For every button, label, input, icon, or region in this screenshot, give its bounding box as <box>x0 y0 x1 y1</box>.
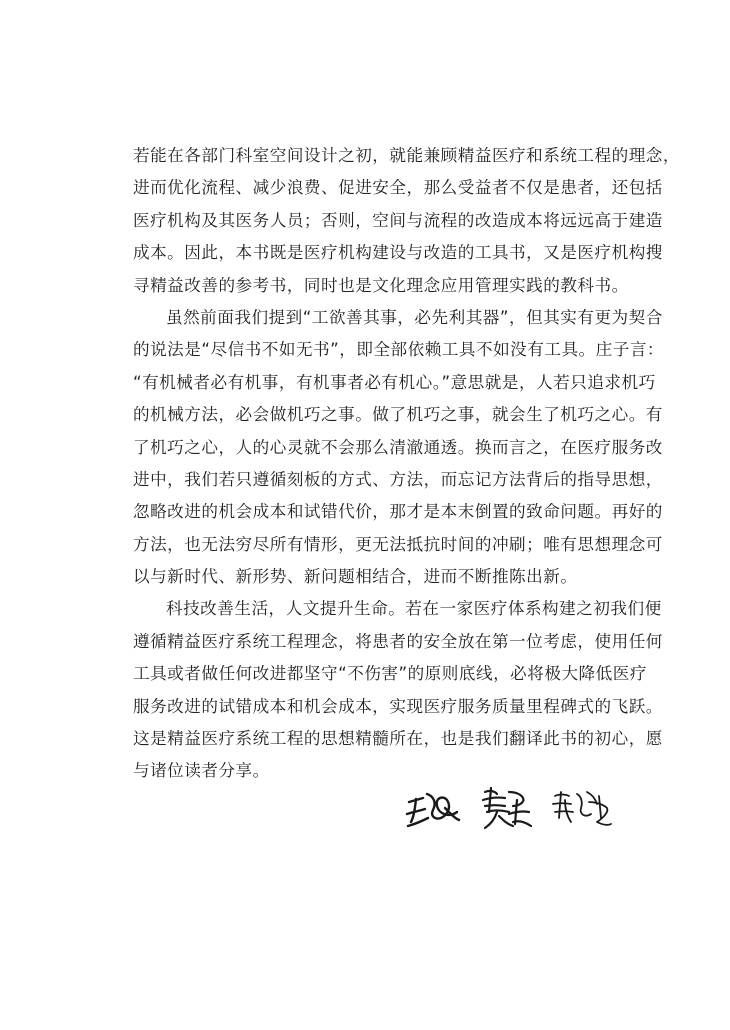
text-line: “有机械者必有机事，有机事者必有机心。”意思就是，人若只追求机巧 <box>133 372 656 392</box>
text-line: 这是精益医疗系统工程的思想精髓所在，也是我们翻译此书的初心，愿 <box>133 729 663 749</box>
text-line: 的说法是“尽信书不如无书”，即全部依赖工具不如没有工具。庄子言： <box>133 340 665 360</box>
text-line: 成本。因此，本书既是医疗机构建设与改造的工具书，又是医疗机构搜 <box>133 243 663 263</box>
text-line: 服务改进的试错成本和机会成本，实现医疗服务质量里程碑式的飞跃。 <box>133 696 663 716</box>
text-line: 与诸位读者分享。 <box>133 761 270 781</box>
text-line: 进中，我们若只遵循刻板的方式、方法，而忘记方法背后的指导思想， <box>133 469 663 489</box>
signature-1 <box>407 794 459 826</box>
text-line: 进而优化流程、减少浪费、促进安全，那么受益者不仅是患者，还包括 <box>133 178 663 198</box>
signature-2 <box>483 788 531 828</box>
text-line: 科技改善生活，人文提升生命。若在一家医疗体系构建之初我们便 <box>166 599 662 619</box>
text-line: 寻精益改善的参考书，同时也是文化理念应用管理实践的教科书。 <box>133 275 629 295</box>
text-line: 方法，也无法穷尽所有情形，更无法抵抗时间的冲刷；唯有思想理念可 <box>133 534 663 554</box>
text-line: 的机械方法，必会做机巧之事。做了机巧之事，就会生了机巧之心。有 <box>133 405 663 425</box>
text-line: 忽略改进的机会成本和试错代价，那才是本末倒置的致命问题。再好的 <box>133 502 663 522</box>
text-line: 若能在各部门科室空间设计之初，就能兼顾精益医疗和系统工程的理念， <box>133 146 680 165</box>
text-line: 工具或者做任何改进都坚守“不伤害”的原则底线，必将极大降低医疗 <box>133 664 647 684</box>
text-line: 了机巧之心，人的心灵就不会那么清澈通透。换而言之，在医疗服务改 <box>133 437 663 457</box>
signature-3 <box>553 792 611 825</box>
handwritten-signatures <box>405 778 635 838</box>
text-line: 虽然前面我们提到“工欲善其事，必先利其器”，但其实有更为契合 <box>166 307 663 327</box>
text-line: 医疗机构及其医务人员；否则，空间与流程的改造成本将远远高于建造 <box>133 210 663 230</box>
body-text <box>133 140 680 788</box>
text-line: 以与新时代、新形势、新问题相结合，进而不断推陈出新。 <box>133 567 578 587</box>
text-line: 遵循精益医疗系统工程理念，将患者的安全放在第一位考虑，使用任何 <box>133 631 663 651</box>
